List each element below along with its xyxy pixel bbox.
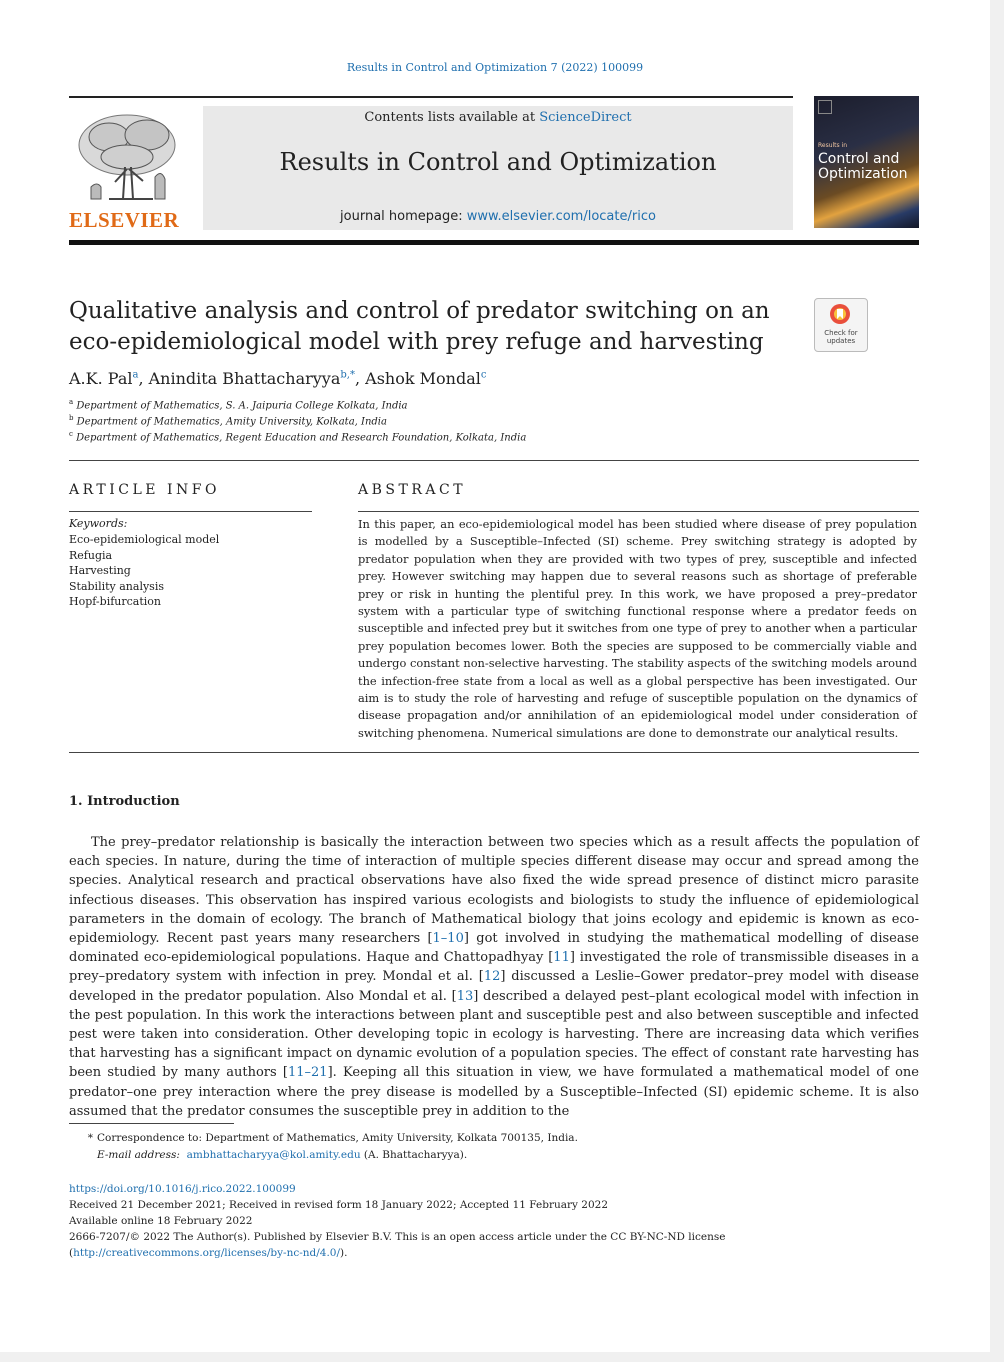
journal-reference-link[interactable]: Results in Control and Optimization 7 (2022) 100099 (346, 61, 644, 74)
header-top-rule (69, 96, 793, 98)
page-edge-bottom (0, 1352, 1004, 1362)
affiliation-line (69, 414, 387, 427)
elsevier-wordmark: ELSEVIER (69, 208, 180, 232)
author-affil-marker[interactable]: c (480, 369, 487, 381)
author-separator: , (354, 369, 366, 388)
author-name[interactable]: Anindita Bhattacharyya (148, 369, 341, 388)
check-for-updates-button[interactable] (814, 298, 868, 352)
article-title (69, 296, 789, 358)
cover-title-line2: Optimization (818, 166, 908, 182)
introduction-text: The prey–predator relationship is basically the interaction between two species which as a result affects the population of each species. In nature, during the time of interaction of multiple species different disease may occur and spread among the species. Analytical research and practical observations have also fixed the wide spread presence of distinct micro parasite infectious diseases. This observation has inspired various ecologists and biologists to study the influence of epidemiological parameters in the domain of ecology. The branch of Mathematical biology that joins ecology and epidemic is known as eco-epidemiology. Recent past years many researchers [ (69, 835, 919, 947)
journal-homepage-link[interactable]: www.elsevier.com/locate/rico (466, 209, 656, 224)
contents-prefix: Contents lists available at (364, 110, 540, 125)
introduction-text: ] described a delayed pest–plant ecological model with infection in the pest population. In this work the interactions between plant and susceptible pest and also between susceptible and infected pest were taken into consideration. Other developing topic in ecology is harvesting. There are increasing data which verifies that harvesting has a significant impact on dynamic evolution of a population species. The effect of constant rate harvesting has been studied by many authors [ (69, 988, 919, 1081)
article-title-line1: Qualitative analysis and control of predator switching on an (69, 298, 770, 324)
introduction-text: ] investigated the role of transmissible diseases in a prey–predatory system with infection in prey. Mondal et al. [ (69, 950, 919, 985)
article-info-rule (69, 511, 312, 512)
license-suffix: ). (340, 1247, 348, 1259)
email-suffix: (A. Bhattacharyya). (360, 1149, 468, 1161)
correspondence-text: Correspondence to: Department of Mathematics, Amity University, Kolkata 700135, India. (97, 1132, 578, 1144)
keyword-item: Eco-epidemiological model (69, 533, 220, 546)
available-online: Available online 18 February 2022 (69, 1215, 253, 1227)
author-separator: , (138, 369, 149, 388)
check-updates-line2: updates (826, 337, 856, 345)
journal-cover-image[interactable] (814, 96, 919, 228)
author-affil-marker[interactable]: a (132, 369, 139, 381)
affiliations-divider (69, 460, 919, 461)
check-updates-label (815, 329, 867, 345)
copyright-line: 2666-7207/© 2022 The Author(s). Published by Elsevier B.V. This is an open access article under the CC BY-NC-ND license (69, 1231, 726, 1243)
doi-link[interactable]: https://doi.org/10.1016/j.rico.2022.100099 (69, 1183, 296, 1195)
keyword-item: Harvesting (69, 564, 131, 578)
article-title-line2: eco-epidemiological model with prey refuge and harvesting (69, 329, 764, 355)
footnote-star: * (87, 1132, 93, 1144)
affiliation-text: Department of Mathematics, Amity University, Kolkata, India (76, 416, 387, 428)
introduction-text: ] got involved in studying the mathematical modelling of disease dominated eco-epidemiological populations. Haque and Chattopadhyay [ (69, 931, 919, 966)
citation-link[interactable]: 11–21 (287, 1065, 328, 1081)
page-edge-right (990, 0, 1004, 1362)
abstract-rule (358, 511, 919, 512)
author-name[interactable]: Ashok Mondal (365, 369, 481, 388)
author-name[interactable]: A.K. Pal (69, 369, 133, 388)
cover-small-text: Results in (818, 142, 848, 149)
check-updates-line1: Check for (824, 329, 858, 337)
citation-link[interactable]: 13 (456, 988, 474, 1004)
author-affil-marker[interactable]: b,* (340, 369, 355, 381)
abstract-bottom-rule (69, 752, 919, 753)
footnote-rule (69, 1123, 234, 1124)
received-dates: Received 21 December 2021; Received in revised form 18 January 2022; Accepted 11 February 2022 (69, 1199, 608, 1211)
email-label: E-mail address: (97, 1149, 180, 1161)
license-link[interactable]: http://creativecommons.org/licenses/by-nc-nd/4.0/ (73, 1247, 341, 1259)
homepage-prefix: journal homepage: (340, 209, 467, 224)
abstract-text: In this paper, an eco-epidemiological model has been studied where disease of prey population is modelled by a Susceptible–Infected (SI) scheme. Prey switching strategy is adopted by predator population when they are provided with two types of prey, susceptible and infected prey. However switching may happen due to several reasons such as shortage of preferable prey or risk in hunting the plentiful prey. In this work, we have proposed a prey–predator system with a particular type of switching functional response where a predator feeds on susceptible and infected prey but it switches from one type of prey to another when a particular prey population becomes lower. Both the species are supposed to be commercially viable and undergo constant non-selective harvesting. The stability aspects of the switching models around the infection-free state from a local as well as a global perspective has been investigated. Our aim is to study the role of harvesting and refuge of susceptible population on the dynamics of disease propagation and/or annihilation of an epidemiological model under consideration of switching phenomena. Numerical simulations are done to demonstrate our analytical results. (358, 517, 917, 740)
keyword-item: Stability analysis (69, 579, 164, 593)
cover-title-line1: Control and (818, 151, 900, 167)
introduction-heading: 1. Introduction (69, 794, 180, 809)
journal-title: Results in Control and Optimization (279, 148, 717, 176)
correspondence-line (69, 1130, 919, 1147)
contents-available-line (203, 110, 793, 125)
abstract-heading: ABSTRACT (358, 482, 467, 498)
introduction-text: ]. Keeping all this situation in view, we have formulated a mathematical model of one predator–one prey interaction where the prey disease is modelled by a Susceptible–Infected (SI) epidemic scheme. It is also assumed that the predator consumes the susceptible prey in addition to the (69, 1065, 919, 1119)
keyword-item: Hopf-bifurcation (69, 595, 161, 609)
license-line (69, 1245, 919, 1261)
citation-link[interactable]: 11 (553, 950, 570, 966)
article-info-heading: ARTICLE INFO (69, 482, 220, 498)
keywords-list (69, 532, 219, 610)
publication-info (69, 1181, 919, 1261)
author-list (69, 369, 486, 388)
introduction-text: ] discussed a Leslie–Gower predator–prey model with disease developed in the predator population. Also Mondal et al. [ (69, 969, 919, 1004)
email-link[interactable]: ambhattacharyya@kol.amity.edu (186, 1149, 361, 1161)
cover-title (818, 152, 908, 182)
sciencedirect-link[interactable]: ScienceDirect (539, 110, 632, 125)
affiliation-marker: a (69, 398, 74, 406)
check-updates-icon (829, 303, 851, 325)
affiliation-marker: b (69, 414, 74, 422)
keywords-label: Keywords: (69, 517, 128, 530)
citation-link[interactable]: 12 (483, 969, 501, 985)
keyword-item: Refugia (69, 548, 113, 562)
journal-homepage-line (203, 209, 793, 224)
header-bottom-rule (69, 240, 919, 245)
cover-publisher-icon (818, 100, 832, 114)
citation-link[interactable]: 1–10 (432, 931, 464, 947)
affiliation-line (69, 430, 526, 443)
affiliation-line (69, 398, 408, 411)
email-line (69, 1147, 919, 1164)
affiliation-text: Department of Mathematics, S. A. Jaipuria College Kolkata, India (76, 400, 408, 412)
correspondence-footnote (69, 1130, 919, 1164)
license-prefix: ( (69, 1247, 74, 1259)
affiliation-text: Department of Mathematics, Regent Education and Research Foundation, Kolkata, India (76, 432, 527, 444)
introduction-paragraph (69, 833, 919, 1121)
affiliation-marker: c (69, 430, 73, 438)
